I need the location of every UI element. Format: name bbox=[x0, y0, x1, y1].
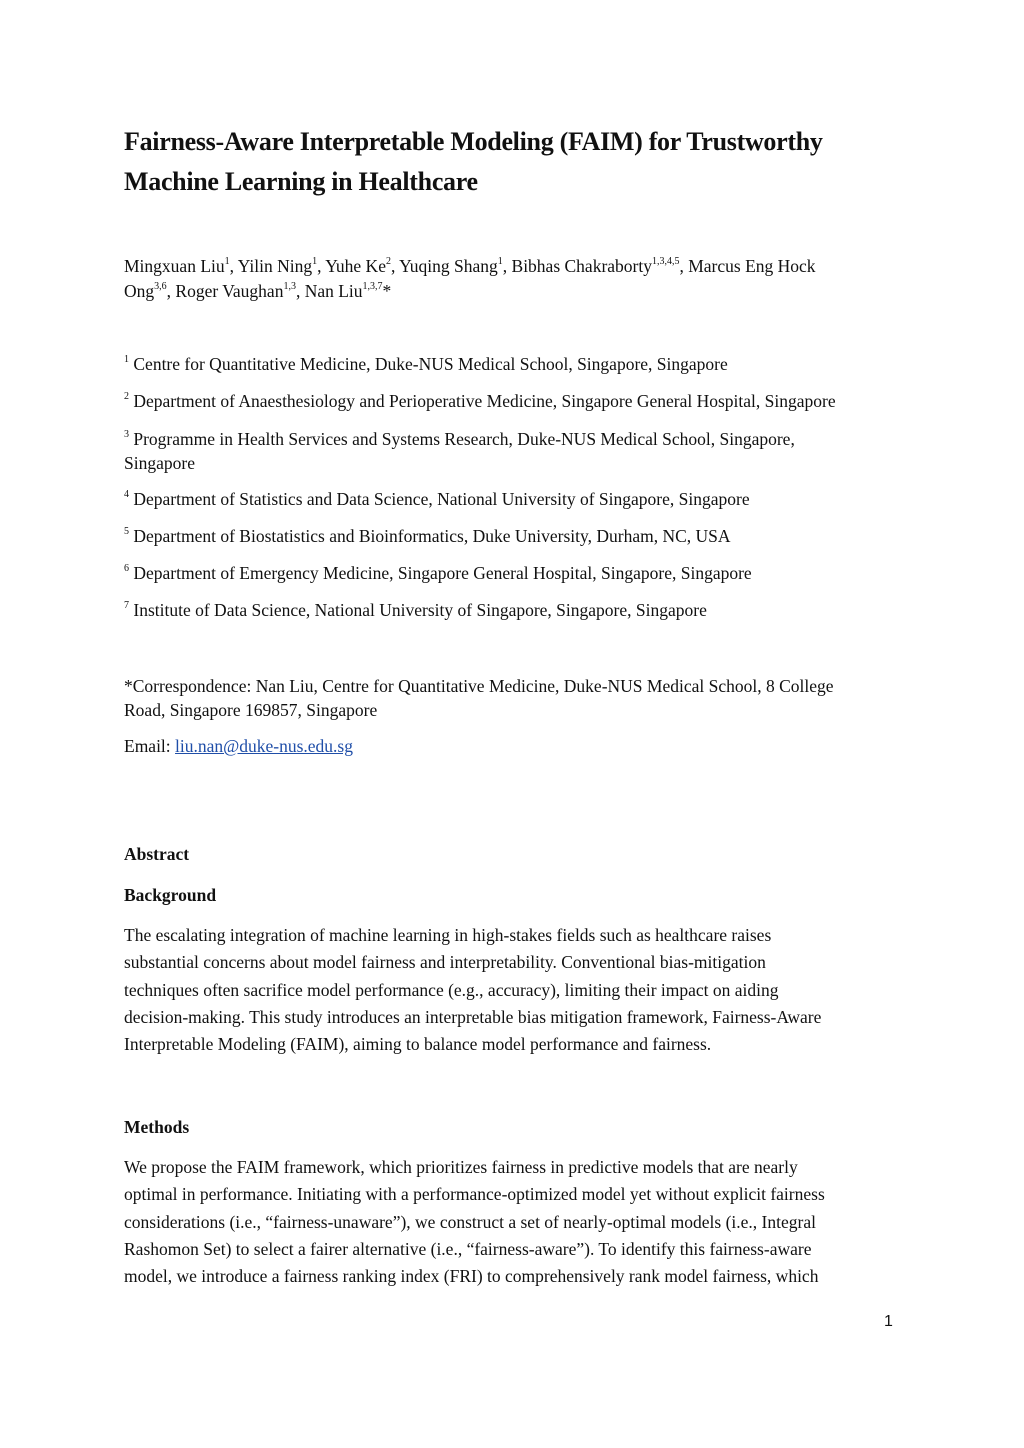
affiliation-4 bbox=[124, 487, 914, 511]
affiliation-1 bbox=[124, 352, 914, 376]
methods-paragraph bbox=[124, 1154, 914, 1290]
author-name: Mingxuan Liu bbox=[124, 256, 225, 276]
author-line-1 bbox=[124, 254, 914, 279]
author-name: , Yuqing Shang bbox=[390, 256, 498, 276]
page-number: 1 bbox=[884, 1313, 893, 1330]
affiliation-3 bbox=[124, 427, 914, 475]
affiliation-text: Centre for Quantitative Medicine, Duke-NUS Medical School, Singapore, Singapore bbox=[129, 354, 728, 374]
affiliation-number: 5 bbox=[124, 526, 129, 538]
email-label: Email: bbox=[124, 736, 176, 756]
affiliation-text: Department of Anaesthesiology and Perioperative Medicine, Singapore General Hospital, Singapore bbox=[129, 391, 836, 411]
affiliation-marker: 1 bbox=[497, 256, 503, 268]
affiliation-marker: 1,3,7 bbox=[362, 281, 383, 293]
affiliation-text: Department of Biostatistics and Bioinformatics, Duke University, Durham, NC, USA bbox=[129, 526, 731, 546]
paragraph-line: We propose the FAIM framework, which prioritizes fairness in predictive models that are nearly bbox=[124, 1157, 798, 1177]
affiliation-text: Programme in Health Services and Systems Research, Duke-NUS Medical School, Singapore, bbox=[129, 429, 795, 449]
background-paragraph bbox=[124, 922, 914, 1058]
affiliation-number: 6 bbox=[124, 563, 129, 575]
author-name: , Nan Liu bbox=[295, 281, 363, 301]
affiliation-number: 4 bbox=[124, 489, 129, 501]
correspondence-line-1: *Correspondence: Nan Liu, Centre for Quantitative Medicine, Duke-NUS Medical School, 8 College bbox=[124, 676, 834, 696]
author-name: , Yuhe Ke bbox=[317, 256, 386, 276]
paragraph-line: The escalating integration of machine learning in high-stakes fields such as healthcare raises bbox=[124, 925, 772, 945]
author-name: Ong bbox=[124, 281, 155, 301]
paragraph-line: Rashomon Set) to select a fairer alternative (i.e., “fairness-aware”). To identify this fairness-aware bbox=[124, 1238, 812, 1259]
affiliation-marker: 1,3 bbox=[283, 281, 296, 293]
affiliation-number: 1 bbox=[124, 354, 129, 366]
background-heading: Background bbox=[124, 885, 217, 905]
paragraph-line: techniques often sacrifice model performance (e.g., accuracy), limiting their impact on aiding bbox=[124, 979, 779, 1000]
affiliation-number: 7 bbox=[124, 600, 129, 612]
paragraph-line: optimal in performance. Initiating with a performance-optimized model yet without explicit fairness bbox=[124, 1184, 825, 1205]
abstract-heading: Abstract bbox=[124, 844, 190, 864]
author-name: , Bibhas Chakraborty bbox=[502, 256, 652, 276]
affiliation-text-continued: Singapore bbox=[124, 453, 195, 473]
affiliation-text: Institute of Data Science, National University of Singapore, Singapore, Singapore bbox=[129, 600, 707, 620]
title-line-2: Machine Learning in Healthcare bbox=[124, 167, 478, 196]
author-line-2 bbox=[124, 279, 914, 304]
paragraph-line: considerations (i.e., “fairness-unaware”), we construct a set of nearly-optimal models (i.e., Integral bbox=[124, 1211, 816, 1232]
paragraph-line: decision-making. This study introduces an interpretable bias mitigation framework, Fairness-Aware bbox=[124, 1006, 822, 1027]
affiliation-marker: 1 bbox=[224, 256, 230, 268]
paper-title bbox=[124, 122, 904, 202]
affiliation-marker: 1 bbox=[312, 256, 318, 268]
paragraph-line: substantial concerns about model fairness and interpretability. Conventional bias-mitigation bbox=[124, 952, 766, 973]
affiliation-text: Department of Statistics and Data Science, National University of Singapore, Singapore bbox=[129, 489, 750, 509]
author-name: , Roger Vaughan bbox=[166, 281, 284, 301]
affiliation-7 bbox=[124, 598, 914, 622]
correspondence-line-2: Road, Singapore 169857, Singapore bbox=[124, 700, 378, 720]
email-line bbox=[124, 734, 914, 758]
paragraph-line: model, we introduce a fairness ranking index (FRI) to comprehensively rank model fairness, which bbox=[124, 1266, 819, 1287]
affiliation-number: 2 bbox=[124, 391, 129, 403]
corresponding-marker: * bbox=[382, 281, 392, 301]
affiliation-text: Department of Emergency Medicine, Singapore General Hospital, Singapore, Singapore bbox=[129, 563, 752, 583]
affiliation-2 bbox=[124, 389, 914, 413]
author-name: , Yilin Ning bbox=[229, 256, 313, 276]
affiliation-marker: 3,6 bbox=[154, 281, 167, 293]
affiliation-number: 3 bbox=[124, 429, 129, 441]
title-line-1: Fairness-Aware Interpretable Modeling (FAIM) for Trustworthy bbox=[124, 127, 823, 156]
affiliation-6 bbox=[124, 561, 914, 585]
author-list bbox=[124, 254, 914, 304]
affiliation-5 bbox=[124, 524, 914, 548]
affiliation-marker: 2 bbox=[385, 256, 391, 268]
affiliation-marker: 1,3,4,5 bbox=[651, 256, 680, 268]
paragraph-line: Interpretable Modeling (FAIM), aiming to balance model performance and fairness. bbox=[124, 1034, 712, 1055]
correspondence bbox=[124, 674, 914, 722]
author-name: , Marcus Eng Hock bbox=[679, 256, 816, 276]
email-link[interactable]: liu.nan@duke-nus.edu.sg bbox=[175, 736, 353, 756]
methods-heading: Methods bbox=[124, 1117, 190, 1137]
